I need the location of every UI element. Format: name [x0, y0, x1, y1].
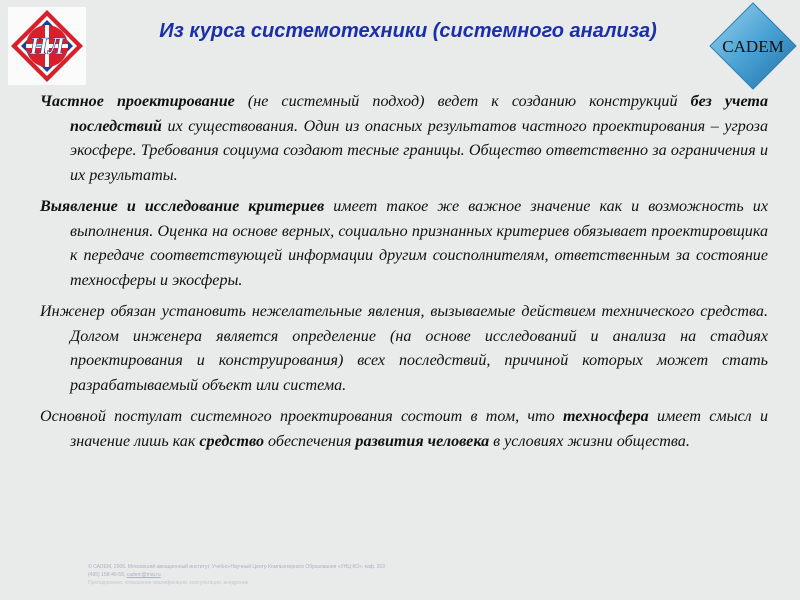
main-content	[40, 90, 768, 461]
paragraph-1-text-b: их существования. Один из опасных результатов частного проектирования – угроза экосфере. Требования социума создают тесные границы. Общество ответственно за ограничения и их результаты.	[70, 117, 768, 184]
paragraph-4-text-b: имеет смысл и значение лишь как	[70, 408, 768, 450]
cadem-logo-text: CADEM	[722, 37, 784, 56]
footer-phone: (495) 158-46-58,	[88, 572, 127, 578]
paragraph-4-text-d: в условиях жизни общества.	[489, 432, 690, 450]
paragraph-1	[40, 90, 768, 188]
paragraph-2-text: имеет такое же важное значение как и возможность их выполнения. Оценка на основе верных, социально признанных критериев обязывает проектировщика к передаче соответствующей информации другим соисполнителям, ответственным за состояние техносферы и экосферы.	[70, 198, 768, 289]
paragraph-4	[40, 405, 768, 454]
paragraph-2	[40, 195, 768, 293]
footer-email-link[interactable]: cadem@mai.ru	[126, 572, 161, 578]
term-criteria-research: Выявление и исследование критериев	[40, 198, 325, 215]
footer-copyright: © CADEM, 2006. Московский авиационный институт, Учебно-Научный Центр Компьютерного Образования «УНЦ КО», каф. 203	[88, 564, 385, 570]
term-private-design: Частное проектирование	[40, 93, 235, 110]
footer-contacts	[88, 571, 738, 579]
emblem-letters: НЛ	[29, 34, 65, 60]
term-human-development: развития человека	[355, 432, 490, 450]
paragraph-3	[40, 300, 768, 398]
paragraph-3-text: Инженер обязан установить нежелательные явления, вызываемые действием технического средства. Долгом инженера является определение (на основе исследований и анализа на стадиях проектирования и конструирования) всех последствий, причиной которых может стать разрабатываемый объект или система.	[40, 303, 768, 394]
term-technosphere: техносфера	[562, 408, 649, 425]
emblem-icon	[8, 7, 86, 85]
page-title: Из курса системотехники (системного анализа)	[159, 20, 657, 42]
term-without-consequences: без учета последствий	[70, 93, 768, 135]
term-means: средство	[199, 432, 265, 450]
paragraph-4-text-c: обеспечения	[264, 432, 356, 450]
paragraph-4-text-a: Основной постулат системного проектирования состоит в том, что	[40, 408, 563, 425]
cadem-logo	[708, 1, 798, 91]
paragraph-1-text-a: (не системный подход) ведет к созданию конструкций	[234, 93, 691, 110]
footer	[88, 563, 738, 587]
footer-services: Преподавание, повышение квалификации, консультации, внедрение	[88, 580, 249, 586]
logo-left	[8, 7, 86, 85]
cadem-diamond-icon	[708, 1, 798, 91]
